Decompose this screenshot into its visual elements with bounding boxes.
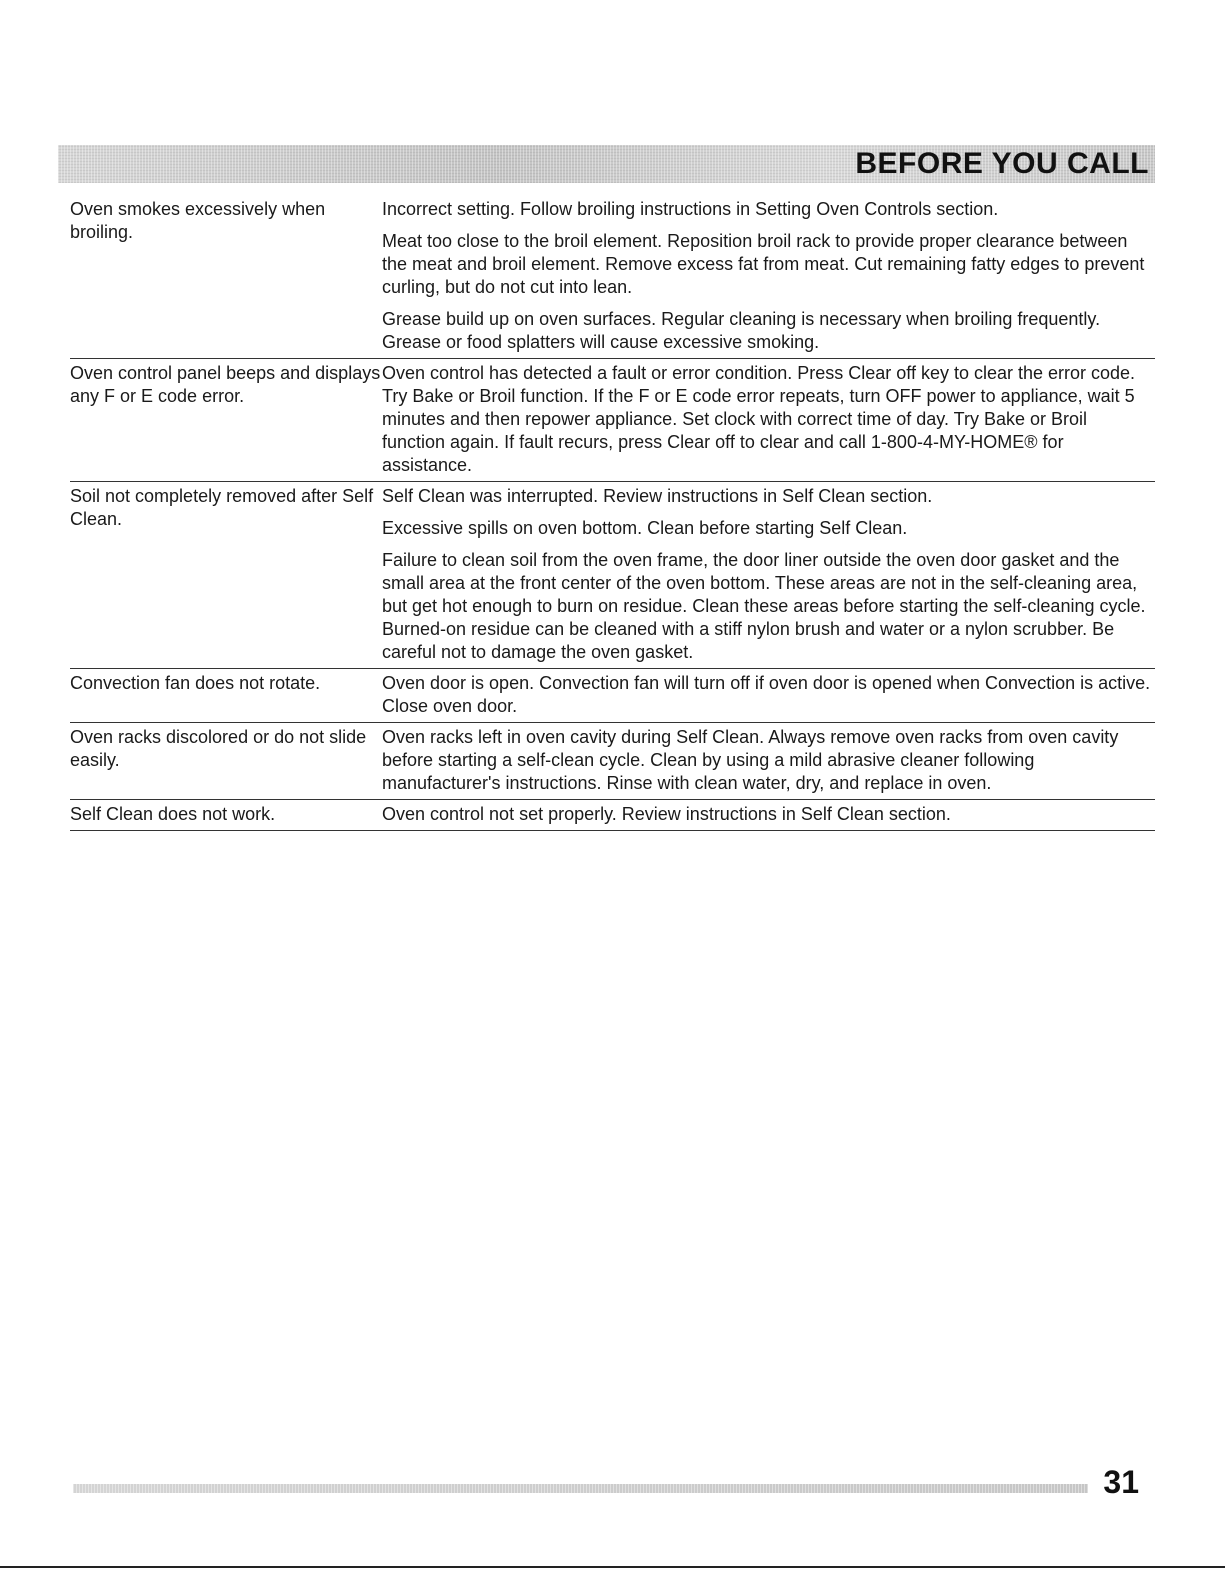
- solution-cell: [382, 672, 1155, 718]
- solution-cell: [382, 362, 1155, 477]
- problem-cell: Oven racks discolored or do not slide easily.: [70, 727, 367, 770]
- table-row: [70, 196, 1155, 359]
- solution-text: Oven racks left in oven cavity during Self Clean. Always remove oven racks from oven cavity before starting a self-clean cycle. Clean by using a mild abrasive cleaner following manufacturer's instructions. Rinse with clean water, dry, and replace in oven.: [382, 727, 1119, 793]
- problem-cell: Soil not completely removed after Self Clean.: [70, 486, 374, 529]
- table-row: [70, 359, 1155, 482]
- solution-text: Excessive spills on oven bottom. Clean before starting Self Clean.: [382, 518, 908, 538]
- solution-cell: [382, 803, 1155, 826]
- page-bottom-rule: [0, 1566, 1225, 1568]
- solution-text: Oven control not set properly. Review instructions in Self Clean section.: [382, 804, 951, 824]
- section-header-band: [58, 145, 1155, 183]
- problem-cell: Oven smokes excessively when broiling.: [70, 199, 326, 242]
- table-row: [70, 482, 1155, 669]
- section-title: BEFORE YOU CALL: [855, 147, 1149, 180]
- solution-text: Oven door is open. Convection fan will turn off if oven door is opened when Convection is active. Close oven door.: [382, 673, 1151, 716]
- solution-text: Meat too close to the broil element. Reposition broil rack to provide proper clearance between the meat and broil element. Remove excess fat from meat. Cut remaining fatty edges to prevent curling, but do not cut into lean.: [382, 231, 1145, 297]
- solution-text: Self Clean was interrupted. Review instructions in Self Clean section.: [382, 486, 933, 506]
- solution-cell: [382, 198, 1155, 354]
- solution-text: Failure to clean soil from the oven frame, the door liner outside the oven door gasket and the small area at the front center of the oven bottom. These areas are not in the self-cleaning area, but get hot enough to burn on residue. Clean these areas before starting the self-cleaning cycle. Burned-on residue can be cleaned with a stiff nylon brush and water or a nylon scrubber. Be careful not to damage the oven gasket.: [382, 550, 1146, 662]
- solution-cell: [382, 485, 1155, 664]
- problem-cell: Self Clean does not work.: [70, 804, 276, 824]
- page-number: 31: [1103, 1464, 1139, 1500]
- table-row: [70, 669, 1155, 723]
- table-row: [70, 723, 1155, 800]
- solution-text: Oven control has detected a fault or error condition. Press Clear off key to clear the error code. Try Bake or Broil function. If the F or E code error repeats, turn OFF power to appliance, wait 5 minutes and then repower appliance. Set clock with correct time of day. Try Bake or Broil function again. If fault recurs, press Clear off to clear and call 1-800-4-MY-HOME® for assistance.: [382, 363, 1136, 475]
- table-row: [70, 800, 1155, 831]
- footer-band: [73, 1484, 1088, 1493]
- solution-cell: [382, 726, 1155, 795]
- solution-text: Incorrect setting. Follow broiling instructions in Setting Oven Controls section.: [382, 199, 999, 219]
- problem-cell: Convection fan does not rotate.: [70, 673, 321, 693]
- solution-text: Grease build up on oven surfaces. Regular cleaning is necessary when broiling frequently. Grease or food splatters will cause excessive smoking.: [382, 309, 1101, 352]
- problem-cell: Oven control panel beeps and displays any F or E code error.: [70, 363, 381, 406]
- troubleshooting-table: [70, 196, 1155, 831]
